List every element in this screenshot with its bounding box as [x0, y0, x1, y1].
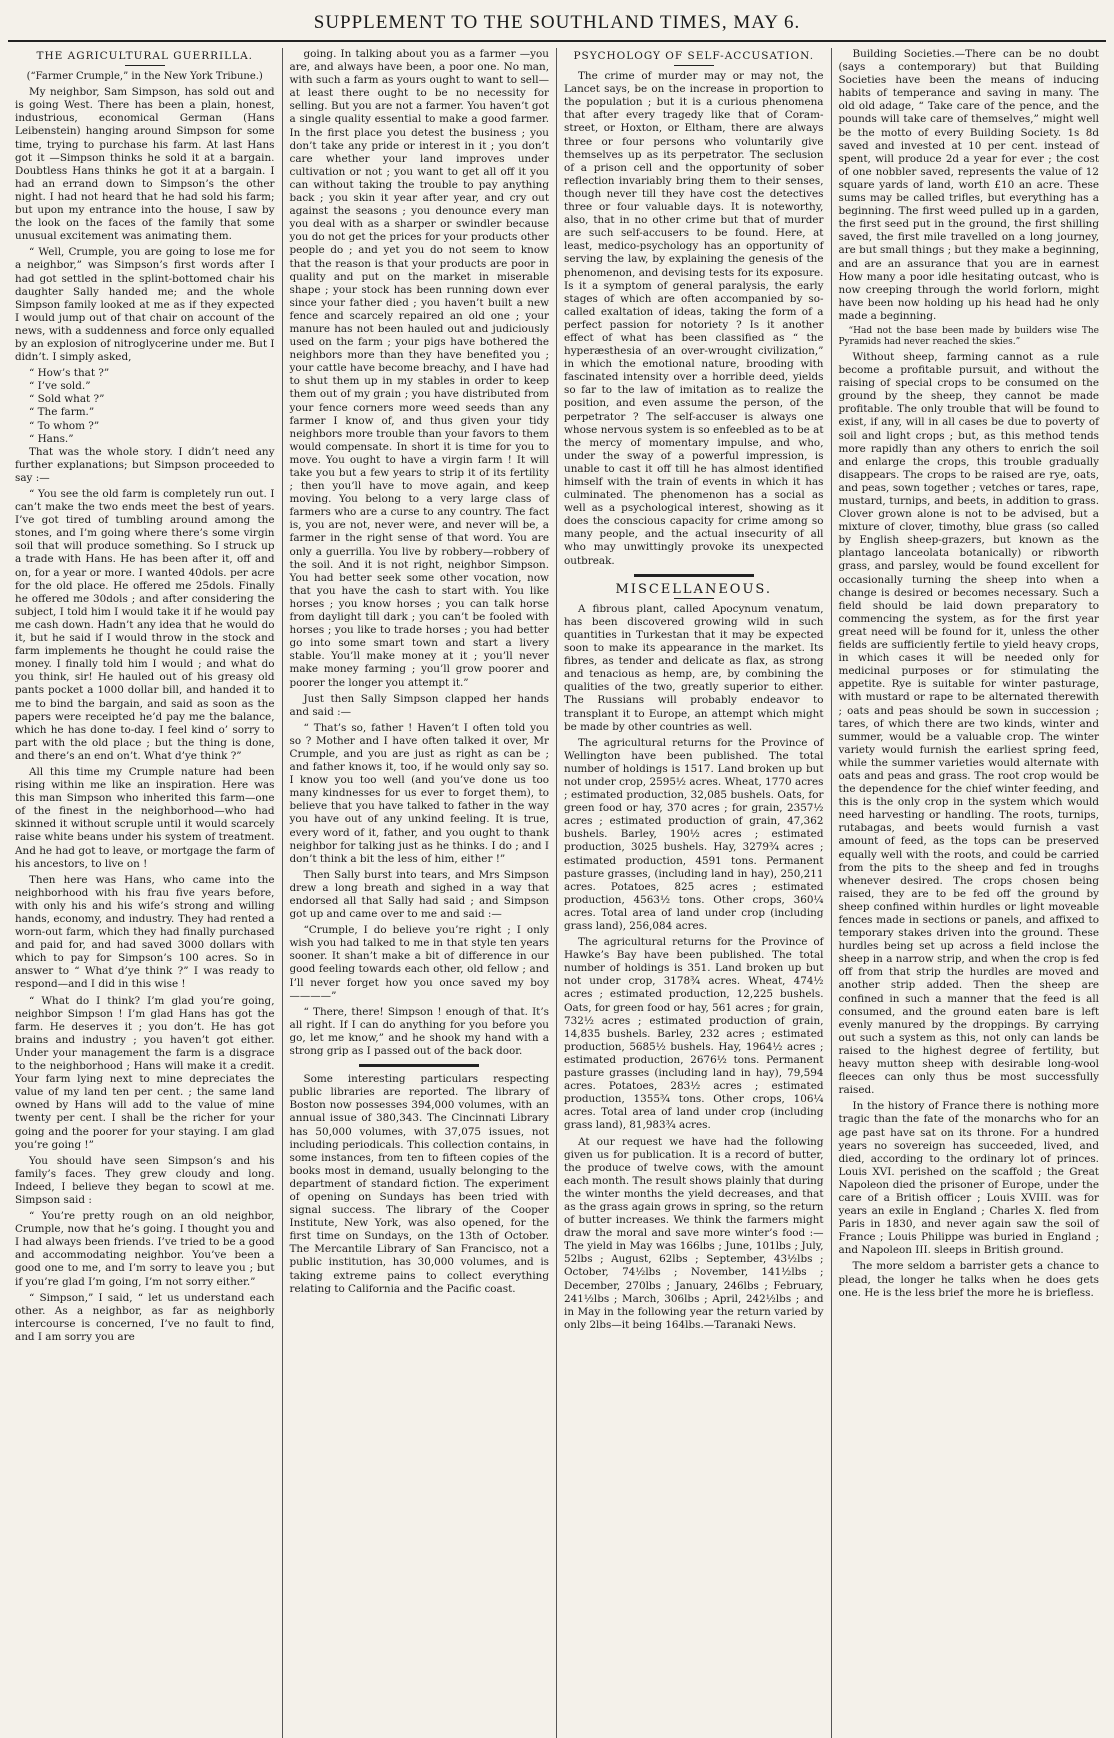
column-2 [283, 48, 558, 1738]
paragraph: Some interesting particulars respecting public libraries are reported. The library of Boston now possesses 394,000 volumes, with an annual issue of 380,343. The Cincinnati Library has 50,000 volumes, with 37,075 issues, not including periodicals. This collection contains, in some instances, from ten to fifteen copies of the books most in demand, usually belonging to the department of standard fiction. The experiment of opening on Sundays has been tried with signal success. The library of the Cooper Institute, New York, was also opened, for the first time on Sundays, on the 13th of October. The Mercantile Library of San Francisco, not a public institution, has 30,000 volumes, and is taking extreme pains to collect everything relating to California and the Pacific coast. [289, 1073, 549, 1295]
column-4 [832, 48, 1107, 1738]
paragraph: “ There, there! Simpson ! enough of that. It’s all right. If I can do anything for you before you go, let me know,” and he shook my hand with a strong grip as I passed out of the back door. [289, 1005, 549, 1058]
article-body [839, 48, 1100, 323]
divider [674, 598, 714, 599]
article-body [839, 351, 1100, 1300]
paragraph: Without sheep, farming cannot as a rule become a profitable pursuit, and without the raising of special crops to be consumed on the ground by the sheep, they cannot be made profitable. The only trouble that will be found to exist, if any, will in all cases be due to poverty of soil and light crops ; but, as this method tends more rapidly than any others to enrich the soil and enlarge the crops, this trouble gradually disappears. The crops to be raised are rye, oats, and peas, sown together ; vetches or tares, rape, mustard, turnips, and beets, in addition to grass. Clover grown alone is not to be advised, but a mixture of clover, timothy, blue grass (so called by English sheep-grazers, but known as the plantago lanceolata botanically) or ribworth grass, and parsley, would be found excellent for occasionally turning the sheep into when a change is desired or becomes necessary. Such a field should be laid down preparatory to commencing the system, as for the first year great need will be found for it, unless the other fields are sufficiently fertile to yield heavy crops, in which cases it will be needed only for medicinal purposes or for stimulating the appetite. Rye is suitable for winter pasturage, with mustard or rape to be alternated therewith ; oats and peas should be sown in succession ; tares, of which there are two kinds, winter and summer, would be a valuable crop. The winter variety would furnish the earliest spring feed, while the summer varieties would alternate with oats and peas and grass. The root crop would be the dependence for the chief winter feeding, and this is the only crop in the system which would need harvesting or handling. The roots, turnips, rutabagas, and beets would furnish a vast amount of feed, as the tops can be preserved equally well with the roots, and could be carried from the pits to the sheep and fed in troughs whenever desired. The crops chosen being raised, they are to be fed off the ground by sheep confined within hurdles or light moveable fences made in sections or panels, and affixed to temporary stakes driven into the ground. These hurdles being set up across a field inclose the sheep in a narrow strip, and when the crop is fed off from that strip the hurdles are moved and another strip added. Then the sheep are confined in such a manner that the feed is all consumed, and the ground eaten bare is left evenly manured by the droppings. By carrying out such a system as this, not only can lands be raised to the highest degree of fertility, but heavy mutton sheep with desirable long-wool fleeces can only thus be most successfully raised. [838, 350, 1099, 1097]
article-body [564, 603, 824, 1332]
paragraph: That was the whole story. I didn’t need any further explanations; but Simpson proceeded to say :— [15, 445, 275, 484]
paragraph: “ The farm.” [29, 406, 95, 419]
article-title: PSYCHOLOGY OF SELF-ACCUSATION. [573, 50, 815, 62]
paragraph: Then Sally burst into tears, and Mrs Simpson drew a long breath and sighed in a way that endorsed all that Sally had said ; and Simpson got up and came over to me and said :— [289, 868, 549, 921]
paragraph: Just then Sally Simpson clapped her hands and said :— [289, 692, 549, 718]
paragraph: “ You’re pretty rough on an old neighbor, Crumple, now that he’s going. I thought you and I had always been friends. I’ve tried to be a good and accommodating neighbor. You’ve been a good one to me, and I’m sorry to leave you ; but if you’re glad I’m going, I’m not sorry either.” [15, 1210, 275, 1288]
divider [125, 65, 165, 66]
divider [359, 1064, 479, 1067]
paragraph: The agricultural returns for the Province of Wellington have been published. The total number of holdings is 1517. Land broken up but not under crop, 2595½ acres. Wheat, 1770 acres ; estimated production, 32,085 bushels. Oats, for green food or hay, 370 acres ; for grain, 2357½ acres ; estimated production of grain, 47,362 bushels. Barley, 190½ acres ; estimated production, 3025 bushels. Hay, 3279¾ acres ; estimated production, 4591 tons. Permanent pasture grasses, (including land in hay), 250,211 acres. Potatoes, 825 acres ; estimated production, 4563½ tons. Other crops, 360¼ acres. Total area of land under crop (including grass land), 256,084 acres. [564, 736, 824, 932]
article-body [290, 48, 550, 1058]
article-source: (“Farmer Crumple,” in the New York Tribune.) [26, 71, 263, 83]
divider [674, 65, 714, 66]
paragraph: A fibrous plant, called Apocynum venatum, has been discovered growing wild in such quantities in Turkestan that it may be expected soon to make its appearance in the market. Its fibres, as tender and delicate as flax, as strong and tenacious as hemp, are, by combining the qualities of the two, greatly superior to either. The Russians will probably endeavor to transplant it to Europe, an attempt which might be made by other countries as well. [564, 602, 824, 733]
paragraph: “Crumple, I do believe you’re right ; I only wish you had talked to me in that style ten years sooner. It shan’t make a bit of difference in our good feeling towards each other, old fellow ; and I’ll never forget how you once saved my boy————” [289, 924, 549, 1002]
paragraph: “ Sold what ?” [29, 393, 105, 406]
paragraph: Then here was Hans, who came into the neighborhood with his frau five years before, with only his and his wife’s strong and willing hands, economy, and industry. They had rented a worn-out farm, which they had finally purchased and paid for, and had saved 3000 dollars with which to pay for Simpson’s 100 acres. So in answer to “ What d’ye think ?” I was ready to respond—and I did in this wise ! [15, 873, 275, 991]
paragraph: The agricultural returns for the Province of Hawke’s Bay have been published. The total number of holdings is 351. Land broken up but not under crop, 3178¾ acres. Wheat, 474½ acres ; estimated production, 12,225 bushels. Oats, for green food or hay, 561 acres ; for grain, 732½ acres ; estimated production of grain, 14,835 bushels. Barley, 232 acres ; estimated production, 5685½ bushels. Hay, 1964½ acres ; estimated production, 2676½ tons. Permanent pasture grasses (including land in hay), 79,594 acres. Potatoes, 283½ acres ; estimated production, 1355¾ tons. Other crops, 106¼ acres. Total area of land under crop (including grass land), 81,983¾ acres. [564, 936, 824, 1132]
article-title: THE AGRICULTURAL GUERRILLA. [36, 50, 254, 62]
paragraph: In the history of France there is nothing more tragic than the fate of the monarchs who for an age past have sat on its throne. For a hundred years no sovereign has succeeded, lived, and died, according to the ordinary lot of princes. Louis XVI. perished on the scaffold ; the Great Napoleon died the prisoner of Europe, under the care of a British officer ; Louis XVIII. was for years an exile in England ; Charles X. fled from Paris in 1830, and never again saw the soil of France ; Louis Philippe was buried in England ; and Napoleon III. sleeps in British ground. [838, 1100, 1099, 1257]
paragraph: Building Societies.—There can be no doubt (says a contemporary) but that Building Societies have been the means of inducing habits of temperance and saving in many. The old old adage, “ Take care of the pence, and the pounds will take care of themselves,” might well be the motto of every Building Society. 1s 8d saved and invested at 10 per cent. instead of spent, will produce 2d a year for ever ; the cost of one nobbler saved, represents the value of 12 square yards of land, worth £10 an acre. These sums may be called trifles, but everything has a beginning. The first weed pulled up in a garden, the first seed put in the ground, the first shilling saved, the first mile travelled on a long journey, are but small things ; but they make a beginning, and are an assurance that you are in earnest How many a poor idle hesitating outcast, who is now creeping through the world forlorn, might have been now holding up his head had he only made a beginning. [838, 48, 1099, 322]
article-body [564, 70, 824, 568]
divider [634, 574, 754, 577]
paragraph: “ Hans.” [29, 432, 74, 445]
paragraph: “ What do I think? I’m glad you’re going, neighbor Simpson ! I’m glad Hans has got the farm. He deserves it ; you don’t. He has got brains and industry ; you haven’t got either. Under your management the farm is a disgrace to the neighborhood ; Hans will make it a credit. Your farm lying next to mine depreciates the value of my land ten per cent. ; the same land owned by Hans will add to the value of mine twenty per cent. I shall be the richer for your going and the poorer for your staying. I am glad you’re going !” [15, 994, 275, 1151]
column-3 [557, 48, 832, 1738]
paragraph: “ I’ve sold.” [29, 380, 91, 393]
columns [8, 48, 1106, 1738]
article-body [290, 1073, 550, 1296]
article-body [15, 86, 275, 1344]
paragraph: The crime of murder may or may not, the Lancet says, be on the increase in proportion to the population ; but it is a curious phenomena that after every tragedy like that of Coram-street, or Hoxton, or Eltham, there are always three or four persons who voluntarily give themselves up as its perpetrator. The seclusion of a prison cell and the opportunity of sober reflection invariably bring them to their senses, though never till they have cost the detectives three or four valuable days. It is noteworthy, also, that in no other crime but that of murder are such self-accusers to be found. Here, at least, medico-psychology has an opportunity of serving the law, by explaining the genesis of the phenomenon, and devising tests for its exposure. Is it a symptom of general paralysis, the early stages of which are often accompanied by so-called exaltation of ideas, taking the form of a perfect passion for notoriety ? Is it another effect of what has been classified as “ the hyperæsthesia of an over-wrought civilization,” in which the emotional nature, brooding with fascinated intensity over a horrible deed, yields so far to the law of imitation as to realize the position, and even assume the person, of the perpetrator ? The self-accuser is always one whose nervous system is so enfeebled as to be at the mercy of momentary impulse, and who, under the sway of a powerful impression, is unable to cast it off till he has almost identified himself with the train of events in which it has culminated. The phenomenon has a social as well as a psychological interest, showing as it does the conscious capacity for crime among so many people, and the actual insecurity of all who may unwittingly provoke its unexpected outbreak. [564, 70, 824, 567]
paragraph: “ How’s that ?” [29, 367, 110, 380]
paragraph: “ You see the old farm is completely run out. I can’t make the two ends meet the best of years. I’ve got tired of tumbling around among the stones, and I’m going where there’s some virgin soil that will produce something. So I struck up a trade with Hans. He has been after it, off and on, for a year or more. I wanted 40dols. per acre for the old place. He offered me 25dols. Finally he offered me 30dols ; and after considering the subject, I told him I would take it if he would pay me cash down. Hadn’t any idea that he would do it, but he said if I would throw in the stock and farm implements he thought he could raise the money. I finally told him I would ; and what do you think, sir! He hauled out of his greasy old pants pocket a 1000 dollar bill, and handed it to me to bind the bargain, and said as soon as the papers were receipted he’d pay me the balance, which he has done to-day. I feel kind o’ sorry to part with the old place ; but the thing is done, and there’s an end on’t. What d’ye think ?” [15, 488, 275, 762]
paragraph: going. In talking about you as a farmer —you are, and always have been, a poor one. No man, with such a farm as yours ought to want to sell—at least there ought to be no necessity for selling. But you are not a farmer. You haven’t got a single quality essential to make a good farmer. In the first place you detest the business ; you don’t take any pride or interest in it ; you don’t care whether your land improves under cultivation or not ; you want to get all off it you can without taking the trouble to pay anything back ; you skin it year after year, and cry out against the seasons ; you denounce every man you deal with as a sharper or swindler because you do not get the prices for your products other people do ; and yet you do not seem to know that the reason is that your products are poor in quality and put on the market in miserable shape ; your stock has been running down ever since your father died ; you haven’t built a new fence and scarcely repaired an old one ; your manure has not been hauled out and judiciously used on the farm ; your pigs have bothered the neighbors more than they have benefited you ; your cattle have become breachy, and I have had to shut them up in my stables in order to keep them out of my grain ; you have distributed from your fence corners more weed seeds than any farmer I know of, and thus given your tidy neighbors more trouble than your favors to them would compensate. In short it is time for you to move. You ought to have a virgin farm ! It will take you but a few years to strip it of its fertility ; then you’ll have to move again, and keep moving. You belong to a very large class of farmers who are a curse to any country. The fact is, you are not, never were, and never will be, a farmer in the right sense of that word. You are only a guerrilla. You live by robbery—robbery of the soil. And it is not right, neighbor Simpson. You had better seek some other vocation, now that you have the cash to start with. You like horses ; you know horses ; you can talk horse from daylight till dark ; you can’t be fooled with horses ; you like to trade horses ; you had better go into some smart town and start a livery stable. You’ll make money at it ; you’ll never make money farming ; you’ll grow poorer and poorer the longer you attempt it.” [289, 48, 549, 689]
paragraph: “ To whom ?” [29, 419, 100, 432]
paragraph: You should have seen Simpson’s and his family’s faces. They grew cloudy and long. Indeed, I believe they began to scowl at me. Simpson said : [15, 1154, 275, 1206]
paragraph: The more seldom a barrister gets a chance to plead, the longer he talks when he does gets one. He is the less brief the more he is briefless. [838, 1260, 1099, 1299]
paragraph: All this time my Crumple nature had been rising within me like an inspiration. Here was this man Simpson who inherited this farm—one of the finest in the neighborhood—who had skinned it without scruple until it would scarcely raise white beans under his system of treatment. And he had got to leave, or mortgage the farm of his ancestors, to live on ! [15, 765, 275, 870]
page-header: SUPPLEMENT TO THE SOUTHLAND TIMES, MAY 6. [8, 10, 1106, 42]
paragraph: “ Simpson,” I said, “ let us understand each other. As a neighbor, as far as neighborly intercourse is concerned, I’ve no fault to find, and I am sorry you are [15, 1291, 275, 1343]
paragraph: “ That’s so, father ! Haven’t I often told you so ? Mother and I have often talked it over, Mr Crumple, and you are just as right as can be ; and father knows it, too, if he would only say so. I know you too well (and you’ve done us too many kindnesses for us ever to forget them), to believe that you have talked to father in the way you have out of any unkind feeling. It is true, every word of it, father, and you ought to thank neighbor for talking just as he thinks. I do ; and I don’t think a bit the less of him, either !” [289, 721, 549, 865]
paragraph: My neighbor, Sam Simpson, has sold out and is going West. There has been a plain, honest, industrious, economical German (Hans Leibenstein) hanging around Simpson for some time, trying to purchase his farm. At last Hans got it —Simpson thinks he sold it at a bargain. Doubtless Hans thinks he got it at a bargain. I had an errand down to Simpson’s the other night. I had not heard that he had sold his farm; but upon my entrance into the house, I saw by the look on the faces of the family that some unusual excitement was animating them. [15, 86, 275, 243]
column-1 [8, 48, 283, 1738]
paragraph: At our request we have had the following given us for publication. It is a record of butter, the produce of twelve cows, with the amount each month. The result shows plainly that during the winter months the yield decreases, and that as the grass again grows in spring, so the return of butter increases. We think the farmers might draw the moral and save more winter’s food :—The yield in May was 166lbs ; June, 101lbs ; July, 52lbs ; August, 62lbs ; September, 43½lbs ; October, 74½lbs ; November, 141½lbs ; December, 270lbs ; January, 246lbs ; February, 241½lbs ; March, 306lbs ; April, 242½lbs ; and in May in the following year the return varied by only 2lbs—it being 164lbs.—Taranaki News. [564, 1135, 824, 1331]
section-title: MISCELLANEOUS. [615, 581, 772, 597]
footnote: “Had not the base been made by builders wise The Pyramids had never reached the skies.” [838, 325, 1099, 347]
paragraph: “ Well, Crumple, you are going to lose me for a neighbor,” was Simpson’s first words after I had got settled in the splint-bottomed chair his daughter Sally handed me; and the whole Simpson family looked at me as if they expected I would jump out of that chair on account of the news, with a suddenness and force only equalled by an explosion of nitroglycerine under me. But I didn’t. I simply asked, [15, 246, 275, 364]
